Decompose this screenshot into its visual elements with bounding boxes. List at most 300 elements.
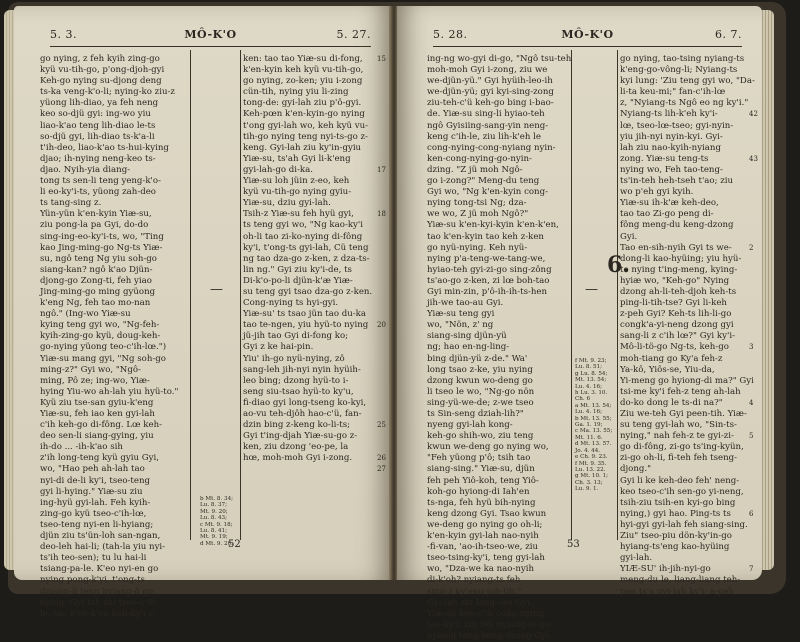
text-line: bing djün-yü z-de." Wa' [427, 353, 528, 364]
text-line: Cong-nying ts hyi-gyi. [243, 298, 339, 309]
text-line: leo bing; dzong hyü-to i- [243, 375, 349, 386]
verse-number [749, 542, 758, 553]
text-line: ts Sin-seng dziah-lih?" [427, 409, 524, 419]
verse-number [377, 143, 386, 154]
verse-number [377, 298, 386, 309]
verse-number [749, 76, 758, 87]
verse-number [377, 354, 386, 365]
text-line: go nying, tao-tsing nyiang-ts [620, 54, 745, 64]
verse-number [377, 409, 386, 420]
verse-number [377, 398, 386, 409]
verse-number [377, 198, 386, 209]
verse-number [749, 409, 758, 420]
text-line: wo, "Dza-we ka nao-nyih [427, 564, 535, 575]
verse-number [749, 476, 758, 487]
text-line: Tsih-z Yiæ-su feh hyü gyi, [243, 209, 354, 220]
left-column-rule-b [240, 50, 241, 540]
text-line: t'ong gyi-lah wo, keh kyü vu- [243, 120, 369, 131]
reference-line: Ch. 6 [575, 396, 590, 403]
reference-line: Mt. 11. 6. [575, 434, 603, 441]
text-line: so-djü gyi, lih-diao ts-k'a-li [40, 131, 155, 142]
verse-number [377, 65, 386, 76]
reference-line: f Mt. 9. 35. [575, 460, 607, 467]
text-line: z'ih long-teng kyü gyiu Gyi, [40, 453, 159, 464]
reference-line: Lu. 9. 1. [575, 486, 599, 493]
left-header-verse-end: 5. 27. [336, 28, 371, 41]
text-line: nying pong-k'yi, t'ong-ts [40, 575, 145, 586]
text-line: ts teng gyi wo, "Ng kao-ky'i [243, 220, 364, 231]
text-line: keo so-djü gyi: ing-wo yiu [40, 109, 151, 120]
text-line: deo sen-li siang-gying, yiu [40, 431, 154, 442]
left-text-column-1 [40, 54, 178, 620]
right-cross-references [575, 358, 612, 493]
verse-number [749, 498, 758, 509]
right-running-header [433, 28, 742, 44]
right-text-column-2 [620, 54, 755, 598]
reference-line: g Mt. 10. 1; [575, 473, 609, 480]
verse-number [749, 187, 758, 198]
text-line: Jing-ming-go ming gyüong [40, 286, 156, 297]
reference-line: Lu. 8. 43; [200, 515, 227, 522]
text-line: ken-cong-nying-go-nyin- [427, 153, 532, 164]
text-line: Yiæ-su mang gyi, "Ng soh-go [40, 353, 166, 364]
text-line: ing-ng wo-gyi di-go, "Ngô tsu-teh [427, 54, 572, 64]
text-line: we wo, Z jü moh Ngô?" [427, 209, 529, 220]
text-line: nying wo, Feh tao-teng- [620, 164, 723, 175]
verse-number [749, 209, 758, 220]
text-line: ming, Pô ze; ing-wo, Yiæ- [40, 375, 150, 386]
text-line: sang-leh jih-nyi nyin hyüih- [243, 364, 361, 375]
text-line: ts tang-sing z. [40, 198, 102, 209]
verse-number [377, 309, 386, 320]
text-line: ng tao dza-go z-ken, z dza-ts- [243, 253, 370, 264]
text-line: gyi-lah. [620, 553, 653, 564]
left-verse-numbers [377, 54, 386, 476]
text-line: lah ziu nao-kyih-nyiang [620, 142, 721, 153]
text-line: kwun we-deng go nying wo, [427, 442, 549, 453]
verse-number [749, 331, 758, 342]
text-line: wo, "Hao peh ah-lah tao [40, 464, 145, 475]
text-line: go-nying yüong teo-c'ih-lœ.") [40, 342, 167, 353]
verse-number [377, 220, 386, 231]
text-line: oh-li tao zi-ko-nying di-fông [243, 231, 363, 242]
text-line: yiu jih-nyi nyin-kyi. Gyi- [620, 131, 723, 142]
text-line: djong-go Zong-ti, feh yiao [40, 275, 152, 286]
verse-number [377, 109, 386, 120]
text-line: go nying, z feh kyih zing-go [40, 54, 160, 64]
text-line: kyü vu-tih-go nying gyiu- [243, 187, 352, 198]
reference-line: Mt. 13. 54; [575, 377, 607, 384]
text-line: ming-z?" Gyi wo, "Ngô- [40, 364, 141, 375]
reference-line: Ch. 3. 13; [575, 479, 603, 486]
text-line: Yi-meng go hyiong-di ma?" Gyi [620, 375, 754, 386]
text-line: Gyi t'ing-djah Yiæ-su-go z- [243, 431, 358, 442]
text-line: Gyi z ke hai-pin. [243, 342, 314, 353]
verse-number [377, 342, 386, 353]
text-line: Gyi min-zin, p'ô-ih-ih-ts-hen [427, 286, 548, 297]
text-line: nyeng gyi-lah kong- [427, 420, 513, 431]
reference-line: Lu. 8. 37; [200, 502, 227, 509]
reference-line: Ga. 1. 19; [575, 422, 603, 429]
text-line: jih-we tao-au Gyi. [427, 298, 504, 309]
text-line: zi-go oh-li, fi-teh feh tseng- [620, 453, 738, 464]
text-line: hyiao-teh gyi-zi-go sing-zông [427, 264, 552, 275]
verse-number [377, 265, 386, 276]
verse-number [749, 487, 758, 498]
verse-number [749, 365, 758, 376]
verse-number [749, 143, 758, 154]
right-verse-numbers [749, 54, 758, 575]
text-line: djong." [620, 464, 652, 475]
reference-line: Jo. 4. 44. [575, 447, 601, 454]
text-line: ts'ao-go z-ken, zi lœ boh-tao [427, 275, 550, 286]
text-line: nyi-di de-li ky'i, tseo-teng [40, 475, 150, 486]
verse-number [377, 331, 386, 342]
verse-number [749, 442, 758, 453]
reference-line: b Mt. 8. 34; [200, 496, 234, 502]
text-line: k'eng-go-vông-li; Nyiang-ts [620, 65, 738, 76]
left-page [14, 6, 391, 619]
verse-number [749, 65, 758, 76]
verse-number: 42 [749, 110, 758, 119]
verse-number [377, 232, 386, 243]
left-header-rule [50, 46, 371, 47]
text-line: li-ta keu-mi;" fan-c'ih-lœ [620, 87, 726, 98]
verse-number: 17 [377, 165, 386, 174]
text-line: -fi-van, 'ao-ih-tseo-we, ziu [427, 542, 539, 553]
text-line: long tsao z-ke, yiu nying [427, 364, 533, 375]
left-header-book-title: MÔ-K'O [184, 28, 237, 41]
text-line: nyiang teng keng-dzong Gyi. [427, 630, 552, 641]
text-line: Ziu we-teh Gyi peen-tih. Yiæ- [620, 409, 747, 419]
text-line: tsiang-pa-le. K'eo nyi-en go [40, 564, 159, 575]
text-line: lin ng." Gyi ziu ky'i-de, ts [243, 264, 352, 275]
text-line: gyi-lah-go di-ka. [243, 164, 313, 175]
verse-number [749, 254, 758, 265]
text-line: meng-du le, liang-liang teh- [620, 575, 741, 586]
text-line: ao-vu teh-djôh hao-c'ü, fan- [243, 409, 362, 419]
text-line: di-k'oh? nyiang-ts feh [427, 575, 521, 586]
text-line: Yiæ-su ih-k'æ keh-deo, [620, 198, 719, 209]
reference-line: d Mt. 13. 57. [575, 441, 612, 448]
text-line: ts'ih teo-sen); tu lu hai-li [40, 553, 147, 564]
text-line: ziu-teh-c'ü keh-go bing i-bao- [427, 98, 554, 109]
text-line: li tseo le wo, "Ng-go nön [427, 386, 535, 397]
reference-line: Lu. 8. 41; [200, 528, 227, 535]
verse-number [377, 76, 386, 87]
text-line: seng siu-tsao hyü-to ky'u, [243, 386, 354, 397]
text-line: hœ, moh-moh Gyi i-zong. [243, 453, 353, 464]
text-line: pen ts'a gyi-lah ky'i; a-peh [620, 586, 735, 597]
verse-number: 20 [377, 321, 386, 330]
verse-number [749, 87, 758, 98]
text-line: deo-leh hai-li; (tah-la yiu nyi- [40, 542, 166, 553]
verse-number [749, 198, 758, 209]
chapter-number: 6. [607, 252, 630, 278]
right-header-book-title: MÔ-K'O [561, 28, 614, 41]
text-line: Gyi-lah ziu lang-sao Gyi. [427, 597, 533, 608]
verse-number [749, 320, 758, 331]
text-line: Mô-li-tö-go Ng-ts, keh-go [620, 342, 729, 353]
text-line: ngô Gyisiing-sang-yin neng- [427, 120, 549, 131]
verse-number [749, 531, 758, 542]
verse-number: 3 [749, 343, 754, 352]
verse-number [749, 176, 758, 187]
verse-number: 7 [749, 565, 754, 574]
text-line: le, tao k'en-k'en keh-ky'i z- [40, 608, 156, 619]
text-line: tao tao Zi-go peng di- [620, 209, 714, 220]
verse-number [749, 376, 758, 387]
text-line: Yiæ-su ken-c'ih cong-nying [427, 608, 544, 619]
text-line: zing-go kyü tseo-c'ih-lœ, [40, 508, 147, 519]
text-line: wo p'eh gyi kyih. [620, 187, 694, 198]
right-header-rule [433, 46, 742, 47]
text-line: wo, "Nön, z' ng [427, 320, 494, 331]
text-line: keng. Gyi-lah ziu ky'in-gyiu [243, 142, 362, 153]
text-line: Keh-pœn k'en-kyin-go nying [243, 109, 365, 120]
text-line: Yiæ-su teng gyi [427, 309, 495, 320]
text-line: ziu pong-la pa Gyi, do-do [40, 220, 149, 231]
text-line: tong-de: gyi-lah ziu p'ô-gyi. [243, 98, 362, 109]
text-line: feh peh Yiô-koh, teng Yiô- [427, 475, 539, 486]
text-line: YIÆ-SU' ih-jih-nyi-go [620, 564, 711, 575]
text-line: do-ko dong le ts-di na?" [620, 397, 723, 408]
text-line: kyü vu-tih-go, p'ong-djoh-gyi [40, 65, 165, 76]
verse-number [749, 232, 758, 243]
verse-number [749, 464, 758, 475]
verse-number [749, 298, 758, 309]
text-line: ts-nga, feh hyü bih-nying [427, 497, 536, 508]
text-line: su teng gyi tsao dza-go z-ken. [243, 286, 373, 297]
text-line: kyi lung: 'Ziu teng gyi wo, "Da- [620, 76, 755, 87]
text-line: Keh-go nying su-djong deng [40, 76, 162, 87]
text-line: nying. Gyi-lah ziu tseo-c'ih- [40, 597, 159, 608]
text-line: hying Yiu-wo ah-lah yiu hyü-to." [40, 386, 179, 397]
verse-number [749, 420, 758, 431]
text-line: "Feh yüong p'ô; tsih tao [427, 453, 531, 464]
reference-line: Lu. 4. 16; [575, 383, 602, 390]
text-line: su, ngô teng Ng yiu soh-go [40, 253, 157, 264]
text-line: Nyiang-ts lih-k'eh ky'i- [620, 109, 718, 120]
text-line: Yiæ-su, feh iao ken gyi-lah [40, 409, 155, 419]
verse-number [749, 276, 758, 287]
verse-number [749, 265, 758, 276]
left-text-column-2 [243, 54, 372, 464]
text-line: Yiæ-su, dziu gyi-lah. [243, 198, 331, 209]
text-line: tsih-ziu tsih-en kyi-go bing [620, 497, 736, 508]
text-line: Gyi. [620, 231, 638, 242]
reference-line: d Mt. 9. 20. [200, 540, 233, 547]
verse-number: 25 [377, 421, 386, 430]
text-line: ken: tao tao Yiæ-su di-fong, [243, 54, 363, 64]
text-line: keo tseo-c'ih sen-go yi-neng, [620, 486, 744, 497]
text-line: Ziu" tseo-piu dön-ky'in-go [620, 531, 732, 542]
text-line: fông meng-du keng-dzong [620, 220, 734, 231]
verse-number: 18 [377, 210, 386, 219]
reference-line: h Lu. 3. 10. [575, 390, 608, 397]
text-line: go di-fông, zi-go ts'ing-kyün, [620, 442, 744, 453]
verse-number [749, 387, 758, 398]
text-line: z-peh Gyi? Keh-ts lih-li-go [620, 309, 732, 320]
text-line: koh-go hyiong-di Iah'en [427, 486, 530, 497]
text-line: lœ, tseo-lœ-tseo; gyi-nyin- [620, 120, 734, 131]
text-line: k'eng Ng, feh tao mo-nan [40, 298, 151, 309]
text-line: tong ts sen-li teng yeng-k'o- [40, 176, 161, 187]
text-line: ts-ka veng-k'o-li; nying-ko ziu-z [40, 87, 175, 98]
reference-line: b Mt. 13. 55; [575, 415, 612, 422]
text-line: moh-moh Gyi i-zong, ziu we [427, 65, 548, 76]
verse-number [749, 309, 758, 320]
reference-line: c Ma. 13. 55; [575, 428, 613, 435]
right-text-column-1 [427, 54, 571, 642]
verse-number [377, 154, 386, 165]
verse-number [749, 121, 758, 132]
text-line: keng c'ih-le, ziu lih-k'eh le [427, 131, 541, 142]
text-line: kao Jing-ming-go Ng-ts Yiæ- [40, 242, 163, 253]
text-line: zong. Yiæ-su teng-ts [620, 153, 709, 164]
verse-number: 4 [749, 398, 754, 407]
left-page-number: 52 [228, 539, 241, 550]
text-line: tao-ky'i, ziu teh nyiang-ts-go [427, 619, 551, 630]
text-line: nying,) gyi hao. Ping-ts ts [620, 508, 731, 519]
text-line: go i-zong?" Meng-du teng [427, 176, 540, 187]
verse-number: 15 [377, 55, 386, 63]
text-line: dzing. "Z jü moh Ngô- [427, 164, 523, 175]
text-line: c'ih keh-go di-fông. Lœ keh- [40, 420, 163, 431]
text-line: to nying t'ing-meng, kying- [620, 264, 738, 275]
verse-number [749, 520, 758, 531]
text-line: djün ziu ts'ün-loh san-ngan, [40, 531, 161, 542]
verse-number [377, 243, 386, 254]
page-edges-right [760, 10, 774, 570]
verse-number [377, 254, 386, 265]
text-line: Gyi li ke keh-deo feh' neng- [620, 475, 740, 486]
verse-number: 27 [377, 465, 386, 474]
verse-number [749, 98, 758, 109]
text-line: de. Yiæ-su sing-li hyiao-teh [427, 109, 545, 120]
text-line: Kyü ziu tse-san gyiu-k'eng [40, 397, 154, 408]
text-line: fi-diao gyi long-tseng ko-kyi, [243, 397, 367, 408]
text-line: tseo-teng nyi-en li-hyiang; [40, 519, 154, 530]
reference-line: Mt. 9. 20; [200, 508, 228, 515]
text-line: tseo-tsing-ky'i, teng gyi-lah [427, 553, 545, 564]
text-line: liao-k'ao teng lih-diao le-ts [40, 120, 156, 131]
text-line: dzin bing z-keng ko-li-ts; [243, 420, 350, 431]
reference-line: c Mt. 9. 18; [200, 521, 233, 528]
text-line: ngô." (Ing-wo Yiæ-su [40, 309, 131, 320]
verse-number [749, 287, 758, 298]
text-line: ky'i, t'ong-ts gyi-lah, Cü teng [243, 242, 369, 253]
verse-number [377, 121, 386, 132]
text-line: we-djün-yü." Gyi hyüih-leo-ih [427, 76, 553, 87]
text-line: keng dzong Gyi. Tsao kwun [427, 508, 547, 519]
left-column-dash: — [210, 282, 223, 297]
right-column-rule-a [571, 50, 572, 540]
text-line: nying," nah feh-z te gyi-zi- [620, 431, 734, 442]
text-line: dzong ah-li-teh-djoh keh-ts [620, 286, 737, 297]
text-line: we-deng go nying go oh-li; [427, 519, 543, 530]
verse-number: 2 [749, 243, 754, 252]
text-line: Yiæ-su, ts'ah Gyi li-k'eng [243, 153, 351, 164]
right-page-number: 53 [567, 539, 580, 550]
verse-number [377, 276, 386, 287]
right-page [397, 6, 762, 641]
text-line: tih-go nying teng nyi-ts-go z- [243, 131, 368, 142]
reference-line: Lu. 8. 51; [575, 364, 602, 371]
left-header-verse-start: 5. 3. [50, 28, 77, 41]
right-column-dash: — [585, 282, 598, 297]
text-line: yüong lih-diao, ya feh neng [40, 98, 159, 109]
text-line: keh-go shih-wo, ziu teng [427, 431, 534, 442]
verse-number [377, 187, 386, 198]
verse-number [749, 553, 758, 564]
text-line: Ya-kô, Yiôs-se, Yiu-da, [620, 364, 715, 375]
text-line: ih-do ... -ih-k'ao sih [40, 442, 123, 453]
text-line: go nyü-nying. Keh nyü- [427, 242, 528, 253]
text-line: siang-kan? ngô k'ao Djün- [40, 264, 153, 275]
text-line: nying tong-tsi Ng; dza- [427, 198, 527, 209]
text-line: Yün-yün k'en-kyin Yiæ-su, [40, 209, 152, 220]
verse-number: 43 [749, 154, 758, 163]
text-line: we-djün-yü; gyi kyi-sing-zong [427, 87, 554, 98]
text-line: sang-li z c'ih lœ?" Gyi ky'i- [620, 331, 735, 342]
text-line: djao; ih-nying neng-keo ts- [40, 153, 156, 164]
verse-number [377, 287, 386, 298]
text-line: cün-tih, nying yiu li-zing [243, 87, 349, 98]
reference-line: Mt. 9. 19; [200, 534, 228, 541]
text-line: sing-z ky'eng-joh-tih." [427, 586, 522, 597]
text-line: Yiu' ih-go nyü-nying, zô [243, 353, 345, 364]
text-line: k'en-kyin gyi-lah nao-nyih [427, 531, 539, 542]
text-line: Yiæ-su' ts tsao jün tao du-ka [243, 309, 366, 320]
verse-number [749, 453, 758, 464]
text-line: congk'a-yi-neng dzong gyi [620, 320, 734, 331]
text-line: hyi-gyi gyi-lah feh siang-sing. [620, 519, 748, 530]
text-line: dong-li kao-hyüing; yiu hyü- [620, 253, 742, 264]
text-line: Yiæ-su k'en-kyi-kyin k'en-k'en, [427, 220, 559, 231]
text-line: kying teng gyi wo, "Ng-feh- [40, 320, 160, 331]
verse-number [377, 87, 386, 98]
text-line: jü-jih tao Gyi di-fong ko; [243, 331, 349, 342]
text-line: su teng gyi-lah wo, "Sin-ts- [620, 420, 737, 431]
verse-number [377, 387, 386, 398]
text-line: kyih-zing-go kyü, doug-keh- [40, 331, 161, 342]
text-line: z, "Nyiang-ts Ngô eo ng ky'i." [620, 98, 749, 109]
verse-number: 26 [377, 454, 386, 463]
text-line: Yiæ-su loh jüin z-eo, keh [243, 176, 350, 187]
text-line: moh-tiang go Ky'a feh-z [620, 353, 723, 364]
verse-number: 6 [749, 509, 754, 518]
verse-number [749, 354, 758, 365]
right-header-verse-end: 6. 7. [715, 28, 742, 41]
text-line: siang-sing." Yiæ-su, djün [427, 464, 535, 475]
text-line: dzong kwun wo-deng go [427, 375, 533, 386]
text-line: hyiæ wo, "Keh-go" Nying [620, 275, 730, 286]
text-line: tsi-me ky'i feh-z teng ah-lah [620, 386, 741, 397]
reference-line: Lu. 4. 16; [575, 409, 602, 416]
text-line: tao k'en-kyin tao keh z-ken [427, 231, 544, 242]
reference-line: Lu. 13. 22. [575, 466, 606, 473]
text-line: ping-li-tih-tse? Gyi li-keh [620, 298, 727, 309]
text-line: ken, ziu dzong 'eo-pe, la [243, 442, 349, 453]
text-line: k'en-kyin keh kyü vu-tih-go, [243, 65, 364, 76]
text-line: sing-ing-eo-ky'i-ts, wo, "Ting [40, 231, 164, 242]
text-line: go nying, zo-ken; yiu i-zong [243, 76, 363, 87]
verse-number [377, 132, 386, 143]
verse-number [377, 365, 386, 376]
text-line: hyiang-ts'eng kao-hyüing [620, 542, 730, 553]
right-column-rule-b [617, 50, 618, 540]
